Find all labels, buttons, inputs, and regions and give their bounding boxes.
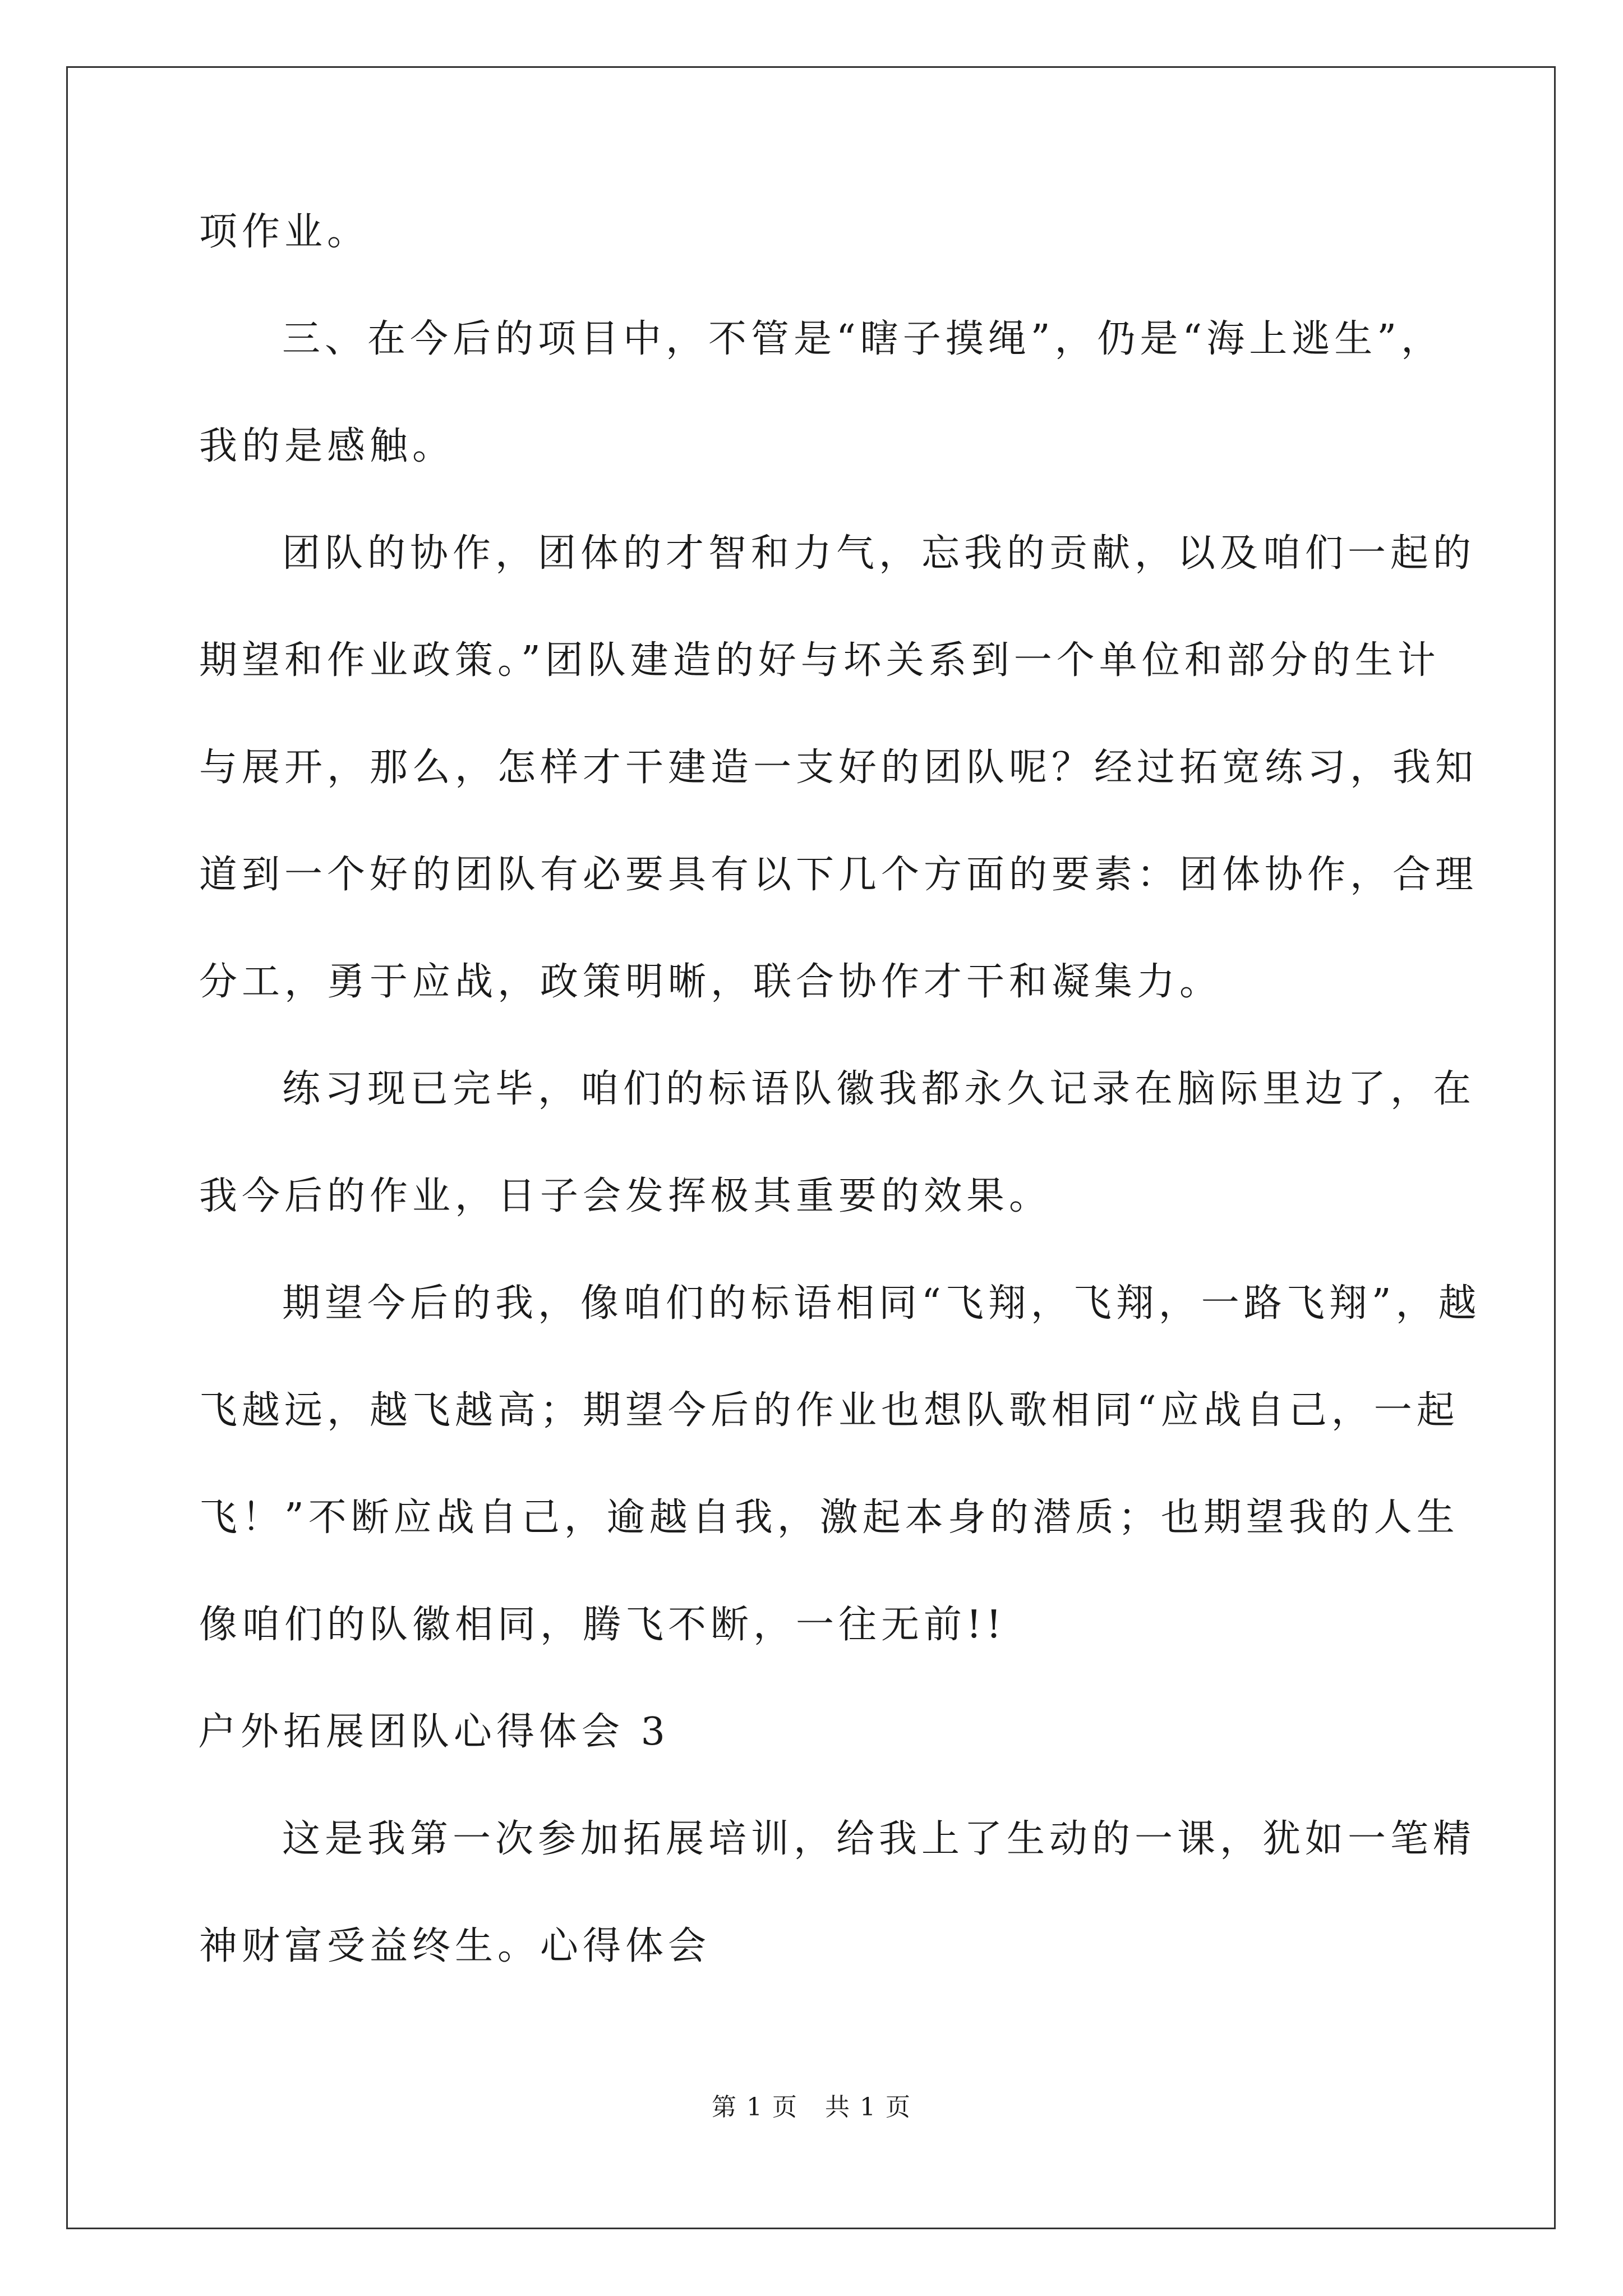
- text-line: 期望和作业政策。”团队建造的好与坏关系到一个单位和部分的生计: [199, 638, 1440, 683]
- text-line: 练习现已完毕，咱们的标语队徽我都永久记录在脑际里边了，在: [282, 1067, 1476, 1111]
- text-line: 期望今后的我，像咱们的标语相同“飞翔，飞翔，一路飞翔”，越: [282, 1281, 1481, 1326]
- text-line: 飞越远，越飞越高；期望今后的作业也想队歌相同“应战自己，一起: [199, 1388, 1459, 1433]
- text-line: 项作业。: [199, 210, 370, 254]
- text-line: 飞！”不断应战自己，逾越自我，激起本身的潜质；也期望我的人生: [199, 1496, 1459, 1540]
- text-line: 道到一个好的团队有必要具有以下几个方面的要素：团体协作，合理: [199, 853, 1478, 897]
- text-line: 三、在今后的项目中，不管是“瞎子摸绳”，仍是“海上逃生”，: [282, 317, 1444, 361]
- page-number-footer: 第 1 页 共 1 页: [712, 2093, 911, 2122]
- text-line: 神财富受益终生。心得体会: [199, 1924, 711, 1968]
- text-line: 团队的协作，团体的才智和力气，忘我的贡献，以及咱们一起的: [282, 531, 1476, 576]
- text-line: 我的是感触。: [199, 424, 455, 468]
- text-line: 与展开，那么，怎样才干建造一支好的团队呢？经过拓宽练习，我知: [199, 746, 1478, 790]
- text-line: 这是我第一次参加拓展培训，给我上了生动的一课，犹如一笔精: [282, 1817, 1476, 1861]
- text-line: 分工，勇于应战，政策明晰，联合协作才干和凝集力。: [199, 960, 1223, 1004]
- section-heading: 户外拓展团队心得体会 3: [198, 1710, 670, 1754]
- text-line: 像咱们的队徽相同，腾飞不断，一往无前!!: [199, 1603, 1006, 1647]
- text-line: 我今后的作业，日子会发挥极其重要的效果。: [199, 1174, 1052, 1218]
- document-body: [198, 210, 1481, 2035]
